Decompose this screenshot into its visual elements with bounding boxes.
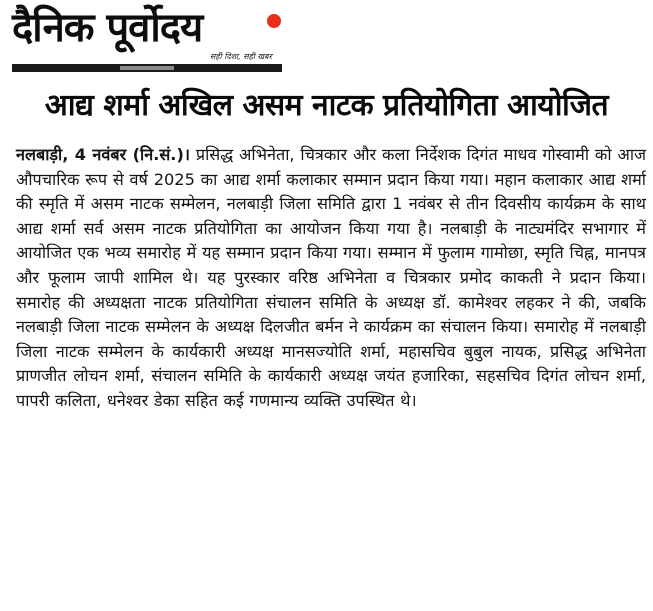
newspaper-tagline: सही दिशा, सही खबर (210, 52, 272, 61)
masthead-rule (12, 64, 282, 72)
logo-sun-icon (267, 14, 281, 28)
article-dateline: नलबाड़ी, 4 नवंबर (नि.सं.)। (16, 145, 190, 164)
newspaper-logo: दैनिक पूर्वोदय (12, 5, 203, 51)
masthead (12, 4, 290, 76)
article-headline: आद्य शर्मा अखिल असम नाटक प्रतियोगिता आयोजित (44, 88, 609, 123)
article-body (16, 143, 646, 414)
article-text: प्रसिद्ध अभिनेता, चित्रकार और कला निर्देशक दिगंत माधव गोस्वामी को आज औपचारिक रूप से वर्ष 2025 का आद्य शर्मा कलाकार सम्मान प्रदान किया गया। महान कलाकार आद्य शर्मा की स्मृति में असम नाटक सम्मेलन, नलबाड़ी जिला समिति द्वारा 1 नवंबर से तीन दिवसीय कार्यक्रम के साथ आद्य शर्मा सर्व असम नाटक प्रतियोगिता का आयोजन किया गया है। नलबाड़ी के नाट्यमंदिर सभागार में आयोजित एक भव्य समारोह में यह सम्मान प्रदान किया गया। सम्मान में फुलाम गामोछा, स्मृति चिह्न, मानपत्र और फूलाम जापी शामिल थे। यह पुरस्कार वरिष्ठ अभिनेता व चित्रकार प्रमोद काकती ने प्रदान किया। समारोह की अध्यक्षता नाटक प्रतियोगिता संचालन समिति के अध्यक्ष डॉ. कामेश्वर लहकर ने की, जबकि नलबाड़ी जिला नाटक सम्मेलन के अध्यक्ष दिलजीत बर्मन ने कार्यक्रम का संचालन किया। समारोह में नलबाड़ी जिला नाटक सम्मेलन के कार्यकारी अध्यक्ष मानसज्योति शर्मा, महासचिव बुबुल नायक, प्रसिद्ध अभिनेता प्राणजीत लोचन शर्मा, संचालन समिति के कार्यकारी अध्यक्ष जयंत हजारिका, सहसचिव दिगंत लोचन शर्मा, पापरी कलिता, धनेश्वर डेका सहित कई गणमान्य व्यक्ति उपस्थित थे। (16, 145, 646, 410)
